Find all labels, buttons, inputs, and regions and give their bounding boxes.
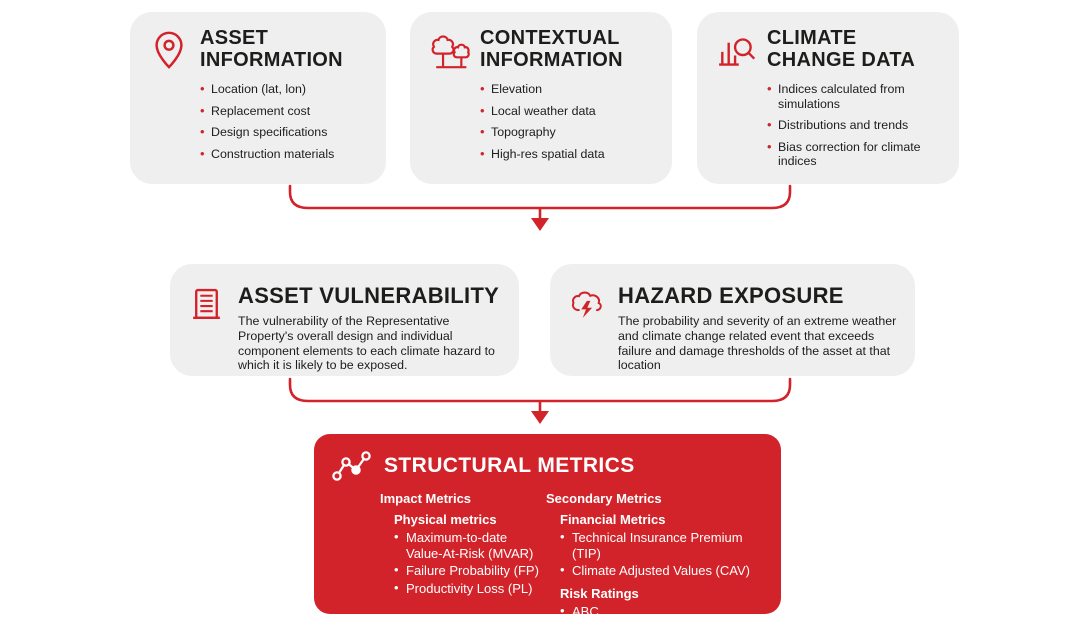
bullet-list — [560, 604, 773, 620]
card-description: The vulnerability of the Representative Property's overall design and individual component elements to each climate hazard to which it is likely to be exposed. — [238, 313, 495, 373]
card-text-column — [618, 284, 899, 373]
down-arrow-head-1 — [531, 218, 549, 231]
bullet-item: • Topography — [480, 125, 658, 140]
card-header — [550, 264, 915, 373]
chart-magnifier-icon — [715, 28, 757, 72]
group-subheader: Physical metrics — [394, 512, 497, 527]
group-subheader: Financial Metrics — [560, 512, 666, 527]
bullet-item: • Elevation — [480, 82, 658, 97]
metrics-group — [560, 586, 773, 620]
metrics-group — [394, 512, 546, 596]
storm-cloud-lightning-icon — [568, 286, 605, 323]
bullet-item: • Replacement cost — [200, 104, 372, 119]
card-title: HAZARD EXPOSURE — [618, 283, 844, 308]
bullet-item: • Maximum-to-date Value-At-Risk (MVAR) — [394, 530, 546, 561]
bullet-item: • Local weather data — [480, 104, 658, 119]
hazard-exposure-card — [550, 264, 915, 376]
contextual-information-card — [410, 12, 672, 184]
down-arrow-head-2 — [531, 411, 549, 424]
card-header — [170, 264, 519, 373]
bullet-item: • Technical Insurance Premium (TIP) — [560, 530, 773, 561]
card-title: CONTEXTUAL INFORMATION — [480, 27, 623, 71]
asset-vulnerability-card — [170, 264, 519, 376]
location-pin-icon — [148, 28, 190, 72]
card-text-column — [238, 284, 503, 373]
secondary-metrics-column — [546, 491, 773, 626]
building-ledger-icon — [188, 286, 225, 323]
bullet-list — [560, 530, 773, 579]
metrics-group — [560, 512, 773, 579]
structural-metrics-card — [314, 434, 781, 619]
bullet-item: • Distributions and trends — [767, 118, 945, 133]
bullet-item: • Climate Adjusted Values (CAV) — [560, 563, 773, 579]
card-title: ASSET INFORMATION — [200, 27, 343, 71]
card-header — [410, 12, 672, 72]
bullet-item: • Failure Probability (FP) — [394, 563, 546, 579]
bullet-list — [767, 82, 945, 169]
card-title: CLIMATE CHANGE DATA — [767, 27, 916, 71]
impact-metrics-column — [380, 491, 546, 626]
bullet-item: • Indices calculated from simulations — [767, 82, 945, 111]
card-header — [130, 12, 386, 72]
trees-icon — [428, 28, 470, 72]
metrics-columns — [314, 491, 781, 626]
card-header — [314, 434, 781, 483]
bullet-item: • Location (lat, lon) — [200, 82, 372, 97]
bullet-item: • Construction materials — [200, 147, 372, 162]
network-nodes-icon — [331, 449, 371, 483]
bullet-item: • ABC — [560, 604, 773, 620]
bullet-item: • High-res spatial data — [480, 147, 658, 162]
card-title: STRUCTURAL METRICS — [384, 454, 635, 477]
bullet-list — [394, 530, 546, 596]
card-description: The probability and severity of an extreme weather and climate change related event that exceeds failure and damage thresholds of the asset at that location — [618, 313, 897, 373]
bullet-item: • Productivity Loss (PL) — [394, 581, 546, 597]
bracket-connector-top — [290, 186, 790, 208]
column-header: Impact Metrics — [380, 491, 472, 506]
card-header — [697, 12, 959, 72]
bullet-list — [200, 82, 372, 161]
climate-change-data-card — [697, 12, 959, 184]
bullet-item: • Bias correction for climate indices — [767, 140, 945, 169]
bullet-list — [480, 82, 658, 161]
asset-information-card — [130, 12, 386, 184]
card-title: ASSET VULNERABILITY — [238, 283, 500, 308]
column-header: Secondary Metrics — [546, 491, 662, 506]
bracket-connector-middle — [290, 379, 790, 401]
group-subheader: Risk Ratings — [560, 585, 639, 601]
bullet-item: • Design specifications — [200, 125, 372, 140]
